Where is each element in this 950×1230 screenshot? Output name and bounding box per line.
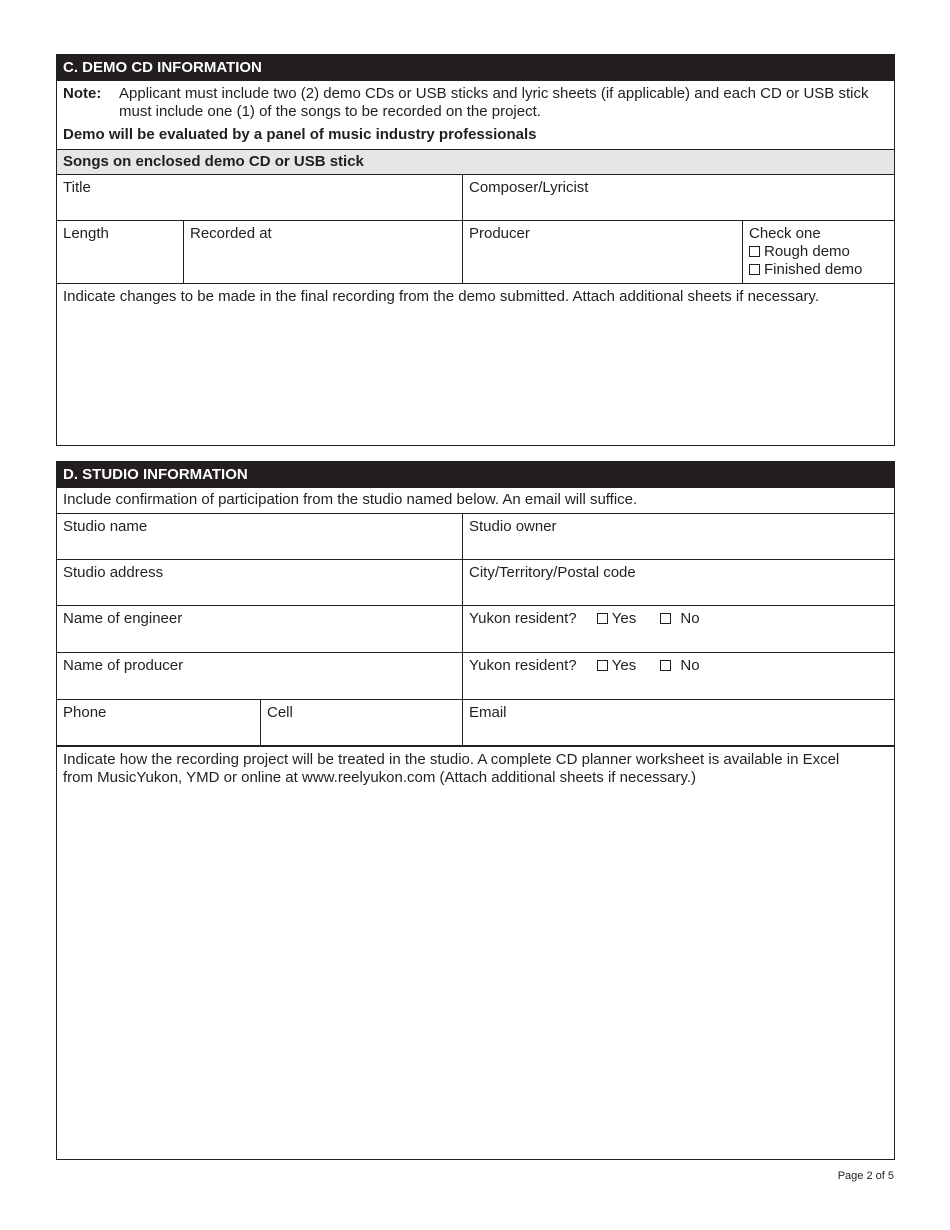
email-label: Email	[469, 704, 507, 721]
studio-address-label: Studio address	[63, 564, 164, 581]
cell-label: Cell	[267, 704, 293, 721]
title-field[interactable]	[57, 175, 462, 220]
note-label: Note:	[63, 85, 102, 102]
studio-address-field[interactable]	[57, 560, 462, 605]
changes-field[interactable]	[57, 284, 894, 445]
engineer-resident-label: Yukon resident?	[469, 610, 577, 627]
engineer-no-label: No	[680, 610, 700, 627]
producer-yes-label: Yes	[611, 657, 637, 674]
producer-yes-checkbox[interactable]	[597, 660, 608, 671]
email-field[interactable]	[462, 700, 894, 745]
producer-name-field[interactable]	[57, 653, 462, 699]
city-field[interactable]	[462, 560, 894, 605]
engineer-resident-cell	[462, 606, 894, 652]
check-one-label: Check one	[749, 225, 821, 242]
engineer-label: Name of engineer	[63, 610, 183, 627]
producer-name-label: Name of producer	[63, 657, 184, 674]
length-field[interactable]	[57, 221, 183, 283]
studio-owner-field[interactable]	[462, 514, 894, 559]
songs-subheader: Songs on enclosed demo CD or USB stick	[57, 149, 894, 174]
studio-address-row	[57, 559, 894, 605]
producer-resident-cell	[462, 653, 894, 699]
length-row	[57, 220, 894, 283]
rough-demo-label: Rough demo	[764, 243, 850, 260]
studio-owner-label: Studio owner	[469, 518, 557, 535]
phone-field[interactable]	[57, 700, 260, 745]
length-label: Length	[63, 225, 109, 242]
recorded-at-label: Recorded at	[190, 225, 272, 242]
studio-name-row	[57, 513, 894, 559]
producer-no-option[interactable]	[660, 657, 699, 674]
producer-resident-label: Yukon resident?	[469, 657, 577, 674]
producer-yes-option[interactable]	[597, 657, 636, 674]
composer-label: Composer/Lyricist	[469, 179, 589, 196]
evaluation-text: Demo will be evaluated by a panel of music industry professionals	[63, 126, 537, 143]
section-c-header: C. DEMO CD INFORMATION	[57, 55, 894, 81]
engineer-yes-label: Yes	[611, 610, 637, 627]
treatment-label: Indicate how the recording project will be treated in the studio. A complete CD planner worksheet is available in Excel from MusicYukon, YMD or online at www.reelyukon.com (Attach additional sheets if necessary.)	[63, 751, 840, 786]
recorded-at-field[interactable]	[183, 221, 462, 283]
rough-demo-checkbox[interactable]	[749, 246, 760, 257]
title-label: Title	[63, 179, 91, 196]
finished-demo-option[interactable]	[749, 261, 888, 279]
engineer-field[interactable]	[57, 606, 462, 652]
composer-field[interactable]	[462, 175, 894, 220]
treatment-row[interactable]	[57, 745, 894, 1160]
engineer-no-option[interactable]	[660, 610, 699, 627]
page-number: Page 2 of 5	[837, 1170, 894, 1182]
producer-row	[57, 652, 894, 699]
changes-label: Indicate changes to be made in the final recording from the demo submitted. Attach additional sheets if necessary.	[63, 288, 819, 305]
cell-field[interactable]	[260, 700, 462, 745]
studio-name-field[interactable]	[57, 514, 462, 559]
finished-demo-label: Finished demo	[764, 261, 863, 278]
engineer-no-checkbox[interactable]	[660, 613, 671, 624]
section-c-demo-cd	[56, 54, 895, 446]
producer-label: Producer	[469, 225, 530, 242]
note-text: Applicant must include two (2) demo CDs or USB sticks and lyric sheets (if applicable) and each CD or USB stick must include one (1) of the songs to be recorded on the project.	[119, 85, 869, 120]
title-row	[57, 174, 894, 220]
changes-row[interactable]	[57, 283, 894, 445]
engineer-yes-option[interactable]	[597, 610, 636, 627]
producer-no-checkbox[interactable]	[660, 660, 671, 671]
note-block	[57, 81, 894, 123]
producer-no-label: No	[680, 657, 700, 674]
engineer-yes-checkbox[interactable]	[597, 613, 608, 624]
section-d-studio	[56, 461, 895, 1160]
phone-label: Phone	[63, 704, 107, 721]
rough-demo-option[interactable]	[749, 243, 888, 261]
section-d-header: D. STUDIO INFORMATION	[57, 462, 894, 488]
treatment-field[interactable]	[57, 747, 894, 1160]
confirmation-row	[57, 488, 894, 513]
city-label: City/Territory/Postal code	[469, 564, 636, 581]
confirmation-text: Include confirmation of participation from the studio named below. An email will suffice.	[63, 491, 638, 508]
producer-field[interactable]	[462, 221, 742, 283]
finished-demo-checkbox[interactable]	[749, 264, 760, 275]
check-one-cell	[742, 221, 894, 283]
engineer-row	[57, 605, 894, 652]
contact-row	[57, 699, 894, 745]
studio-name-label: Studio name	[63, 518, 148, 535]
